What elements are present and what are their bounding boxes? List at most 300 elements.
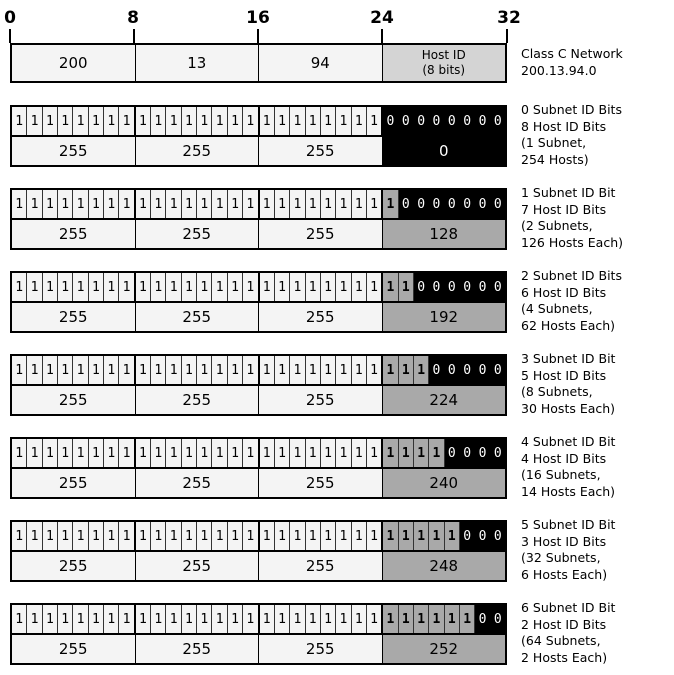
network-bit: 1 [89,522,104,550]
description-line: 3 Subnet ID Bit [521,351,616,366]
network-bit: 1 [197,356,212,384]
network-bit: 1 [290,439,305,467]
network-bit: 1 [336,522,351,550]
network-bit: 1 [166,356,181,384]
mask-octet-value: 255 [259,552,383,580]
mask-octet-value: 255 [12,386,136,414]
network-bit: 1 [104,522,119,550]
description-line: 14 Hosts Each) [521,483,616,499]
mask-octet-value: 128 [383,220,506,248]
network-bit: 1 [182,356,197,384]
network-bit: 1 [119,190,135,218]
network-bit: 1 [27,522,42,550]
mask-octet-value: 255 [136,137,260,165]
host-bit: 0 [475,190,490,218]
mask-octet-value: 255 [136,303,260,331]
network-bit: 1 [306,273,321,301]
bit-scale-tick [133,29,135,43]
subnet-bit: 1 [429,439,444,467]
network-bit: 1 [136,107,151,135]
network-bit: 1 [367,439,383,467]
network-bit: 1 [367,107,383,135]
caption-line: Class C Network [521,46,623,61]
mask-bits [12,190,505,220]
network-bit: 1 [151,356,166,384]
network-bit: 1 [197,439,212,467]
bit-scale-tick [9,29,11,43]
description-line: 4 Subnet ID Bit [521,434,616,449]
network-bit: 1 [321,522,336,550]
network-bit: 1 [136,273,151,301]
network-bit: 1 [197,273,212,301]
network-bit: 1 [336,605,351,633]
network-bit: 1 [275,273,290,301]
network-bit: 1 [321,439,336,467]
network-bit: 1 [151,190,166,218]
subnet-bit: 1 [383,190,398,218]
network-bit: 1 [136,605,151,633]
subnet-bit: 1 [460,605,475,633]
subnet-bit: 1 [399,356,414,384]
host-bit: 0 [491,107,505,135]
network-bit: 1 [27,190,42,218]
subnet-mask-row [10,520,507,582]
network-bit: 1 [275,356,290,384]
network-bit: 1 [136,522,151,550]
network-octet: 13 [136,45,260,81]
network-bit: 1 [12,439,27,467]
host-bit: 0 [399,107,414,135]
network-bit: 1 [352,190,367,218]
mask-octet-value: 192 [383,303,506,331]
network-bit: 1 [260,439,275,467]
bit-scale-label: 24 [370,8,394,28]
mask-octet-value: 255 [259,137,383,165]
description-line: (2 Subnets, [521,218,593,233]
mask-octet-value: 255 [136,552,260,580]
network-bit: 1 [166,522,181,550]
network-bit: 1 [12,190,27,218]
network-bit: 1 [89,439,104,467]
description-line: 126 Hosts Each) [521,234,624,250]
description-line: 5 Subnet ID Bit [521,517,616,532]
mask-decimal-octets [12,303,505,331]
network-bit: 1 [58,190,73,218]
network-bit: 1 [151,605,166,633]
network-bit: 1 [275,107,290,135]
network-bit: 1 [73,356,88,384]
network-bit: 1 [89,107,104,135]
host-bit: 0 [491,605,505,633]
network-bit: 1 [166,190,181,218]
network-bit: 1 [89,190,104,218]
network-bit: 1 [119,605,135,633]
host-bit: 0 [414,273,429,301]
host-bit: 0 [475,439,490,467]
mask-decimal-octets [12,137,505,165]
network-bit: 1 [136,439,151,467]
network-bit: 1 [151,107,166,135]
network-bit: 1 [321,273,336,301]
network-bit: 1 [306,190,321,218]
network-bit: 1 [367,190,383,218]
mask-octet-value: 255 [136,220,260,248]
network-bit: 1 [228,273,243,301]
mask-octet-value: 255 [12,220,136,248]
description-line: (16 Subnets, [521,467,601,482]
subnet-bit: 1 [399,439,414,467]
host-bit: 0 [429,107,444,135]
network-bit: 1 [104,605,119,633]
network-bit: 1 [212,439,227,467]
host-bit: 0 [475,273,490,301]
network-caption [521,46,623,79]
network-bit: 1 [243,356,259,384]
network-bit: 1 [73,605,88,633]
host-bit: 0 [445,107,460,135]
network-bit: 1 [290,273,305,301]
mask-decimal-octets [12,386,505,414]
network-bit: 1 [43,522,58,550]
network-bit: 1 [306,522,321,550]
host-bit: 0 [475,356,490,384]
network-bit: 1 [228,522,243,550]
network-bit: 1 [275,605,290,633]
description-line: 1 Subnet ID Bit [521,185,616,200]
subnet-bit: 1 [383,522,398,550]
host-bit: 0 [445,190,460,218]
network-bit: 1 [290,107,305,135]
bit-scale-label: 16 [246,8,270,28]
network-bit: 1 [260,273,275,301]
network-bit: 1 [243,107,259,135]
network-bit: 1 [182,522,197,550]
mask-decimal-octets [12,220,505,248]
network-bit: 1 [58,107,73,135]
network-bit: 1 [182,439,197,467]
host-bit: 0 [460,190,475,218]
mask-bits [12,605,505,635]
network-bit: 1 [321,190,336,218]
host-bit: 0 [460,107,475,135]
bit-scale-tick [506,29,508,43]
mask-description [521,600,615,666]
description-line: 6 Host ID Bits [521,284,607,300]
network-bit: 1 [58,273,73,301]
host-bit: 0 [491,356,505,384]
mask-octet-value: 224 [383,386,506,414]
network-bit: 1 [119,439,135,467]
subnet-mask-row [10,437,507,499]
subnet-bit: 1 [399,273,414,301]
network-bit: 1 [260,522,275,550]
network-bit: 1 [73,190,88,218]
network-bit: 1 [243,273,259,301]
class-c-network-row [10,43,507,83]
network-bit: 1 [352,107,367,135]
host-bit: 0 [445,273,460,301]
network-bit: 1 [43,190,58,218]
network-bit: 1 [197,190,212,218]
host-bit: 0 [429,190,444,218]
mask-description [521,517,615,583]
network-bit: 1 [306,439,321,467]
caption-line: 200.13.94.0 [521,62,597,78]
host-bit: 0 [491,439,505,467]
mask-octet-value: 0 [383,137,506,165]
subnet-bit: 1 [414,522,429,550]
network-bit: 1 [89,605,104,633]
network-bit: 1 [275,439,290,467]
host-bit: 0 [460,273,475,301]
network-bit: 1 [228,605,243,633]
network-bit: 1 [212,273,227,301]
mask-octet-value: 255 [136,386,260,414]
network-bit: 1 [166,439,181,467]
network-bit: 1 [27,439,42,467]
host-bit: 0 [460,439,475,467]
network-bit: 1 [260,605,275,633]
mask-bits [12,273,505,303]
host-bit: 0 [475,522,490,550]
network-bit: 1 [119,107,135,135]
host-bit: 0 [414,190,429,218]
bit-scale-label: 32 [497,8,521,28]
network-bit: 1 [104,356,119,384]
host-bit: 0 [414,107,429,135]
network-bit: 1 [27,107,42,135]
mask-octet-value: 255 [136,635,260,663]
network-bit: 1 [212,356,227,384]
network-bit: 1 [197,107,212,135]
mask-octet-value: 255 [259,635,383,663]
network-bit: 1 [166,605,181,633]
subnet-mask-row [10,354,507,416]
network-bit: 1 [212,107,227,135]
subnet-bit: 1 [399,605,414,633]
network-bit: 1 [119,356,135,384]
mask-octet-value: 255 [259,220,383,248]
mask-description [521,102,622,168]
bit-scale-label: 8 [127,8,139,28]
mask-octet-value: 255 [259,386,383,414]
network-bit: 1 [166,107,181,135]
network-bit: 1 [73,107,88,135]
network-bit: 1 [228,439,243,467]
host-bit: 0 [429,356,444,384]
mask-octet-value: 255 [259,303,383,331]
mask-octet-value: 255 [12,303,136,331]
network-bit: 1 [182,605,197,633]
description-line: 2 Hosts Each) [521,649,608,665]
network-bit: 1 [182,273,197,301]
network-bit: 1 [260,190,275,218]
subnet-bit: 1 [414,605,429,633]
host-bit: 0 [491,273,505,301]
mask-description [521,351,615,417]
network-bit: 1 [275,190,290,218]
network-bit: 1 [151,439,166,467]
host-bit: 0 [445,356,460,384]
description-line: 7 Host ID Bits [521,201,607,217]
network-bit: 1 [260,356,275,384]
description-line: (64 Subnets, [521,633,601,648]
network-bit: 1 [104,273,119,301]
mask-description [521,185,623,251]
description-line: (4 Subnets, [521,301,593,316]
network-bit: 1 [243,522,259,550]
network-bit: 1 [306,356,321,384]
subnet-bit: 1 [383,273,398,301]
network-bit: 1 [336,356,351,384]
mask-octet-value: 240 [383,469,506,497]
mask-octet-value: 248 [383,552,506,580]
host-bit: 0 [475,107,490,135]
network-bit: 1 [367,273,383,301]
bit-scale-label: 0 [4,8,16,28]
network-bit: 1 [43,273,58,301]
description-line: 30 Hosts Each) [521,400,616,416]
mask-bits [12,439,505,469]
description-line: 2 Host ID Bits [521,616,607,632]
network-bit: 1 [212,190,227,218]
bit-scale-tick [257,29,259,43]
network-bit: 1 [119,522,135,550]
description-line: (32 Subnets, [521,550,601,565]
network-bit: 1 [336,190,351,218]
subnet-bit: 1 [399,522,414,550]
network-bit: 1 [197,522,212,550]
subnet-bit: 1 [414,439,429,467]
network-bit: 1 [243,190,259,218]
network-bit: 1 [136,190,151,218]
description-line: (8 Subnets, [521,384,593,399]
mask-octet-value: 255 [12,469,136,497]
network-bit: 1 [352,439,367,467]
network-bit: 1 [12,522,27,550]
network-bit: 1 [212,522,227,550]
network-bit: 1 [43,439,58,467]
description-line: 5 Host ID Bits [521,367,607,383]
network-bit: 1 [321,356,336,384]
description-line: 2 Subnet ID Bits [521,268,622,283]
host-bit: 0 [491,190,505,218]
subnet-mask-row [10,603,507,665]
network-bit: 1 [275,522,290,550]
mask-octet-value: 255 [12,137,136,165]
network-bit: 1 [290,605,305,633]
network-bit: 1 [58,356,73,384]
description-line: 8 Host ID Bits [521,118,607,134]
network-bit: 1 [12,107,27,135]
host-bit: 0 [429,273,444,301]
mask-decimal-octets [12,469,505,497]
network-bit: 1 [104,107,119,135]
subnet-bit: 1 [383,356,398,384]
network-bit: 1 [27,273,42,301]
mask-octet-value: 255 [12,635,136,663]
host-id-octet [383,45,506,81]
mask-octet-value: 255 [12,552,136,580]
network-bit: 1 [89,273,104,301]
network-bit: 1 [243,439,259,467]
description-line: (1 Subnet, [521,135,587,150]
network-bit: 1 [58,439,73,467]
host-bit: 0 [399,190,414,218]
network-bit: 1 [306,605,321,633]
network-bit: 1 [290,190,305,218]
mask-bits [12,522,505,552]
network-bit: 1 [228,190,243,218]
mask-decimal-octets [12,635,505,663]
description-line: 6 Hosts Each) [521,566,608,582]
network-bit: 1 [321,605,336,633]
mask-octet-value: 252 [383,635,506,663]
network-bit: 1 [73,439,88,467]
subnet-mask-row [10,271,507,333]
subnet-bit: 1 [383,605,398,633]
network-bit: 1 [306,107,321,135]
network-bit: 1 [12,356,27,384]
subnet-bit: 1 [429,522,444,550]
network-bit: 1 [151,273,166,301]
network-bit: 1 [73,273,88,301]
host-id-title: Host ID [421,48,466,62]
network-bit: 1 [228,107,243,135]
mask-bits [12,356,505,386]
network-bit: 1 [290,356,305,384]
subnet-bit: 1 [429,605,444,633]
network-bit: 1 [260,107,275,135]
network-bit: 1 [367,356,383,384]
network-octet: 94 [259,45,383,81]
subnet-mask-row [10,105,507,167]
network-bit: 1 [367,605,383,633]
mask-decimal-octets [12,552,505,580]
network-bit: 1 [43,107,58,135]
network-bit: 1 [119,273,135,301]
description-line: 254 Hosts) [521,151,589,167]
subnet-bit: 1 [445,605,460,633]
host-bit: 0 [460,522,475,550]
network-bit: 1 [228,356,243,384]
network-bit: 1 [43,605,58,633]
bit-scale-tick [381,29,383,43]
network-bit: 1 [336,273,351,301]
description-line: 4 Host ID Bits [521,450,607,466]
network-bit: 1 [243,605,259,633]
description-line: 0 Subnet ID Bits [521,102,622,117]
host-bit: 0 [475,605,490,633]
network-bit: 1 [336,107,351,135]
description-line: 6 Subnet ID Bit [521,600,616,615]
network-bit: 1 [336,439,351,467]
network-bit: 1 [27,605,42,633]
network-bit: 1 [12,273,27,301]
network-bit: 1 [352,605,367,633]
network-bit: 1 [352,522,367,550]
network-bit: 1 [151,522,166,550]
network-octet: 200 [12,45,136,81]
subnet-bit: 1 [445,522,460,550]
network-bit: 1 [352,356,367,384]
network-bit: 1 [12,605,27,633]
description-line: 62 Hosts Each) [521,317,616,333]
network-bit: 1 [43,356,58,384]
host-bit: 0 [383,107,398,135]
network-bit: 1 [197,605,212,633]
network-bit: 1 [321,107,336,135]
